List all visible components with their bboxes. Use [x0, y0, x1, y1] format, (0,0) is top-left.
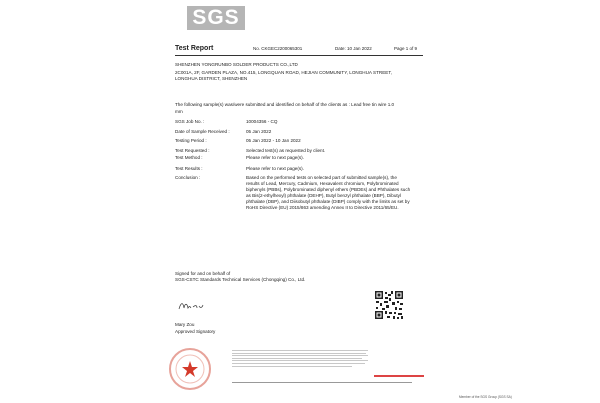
client-name: SHENZHEN YONGRUNBO SOLDER PRODUCTS CO.,LTD [175, 62, 298, 67]
field-value-received: 05 Jan 2022 [246, 129, 272, 134]
field-value-job-no: 10004356 - CQ [246, 119, 278, 124]
sgs-logo-text: SGS [192, 6, 240, 29]
field-label-received: Date of Sample Received : [175, 129, 230, 134]
field-label-conclusion: Conclusion : [175, 175, 201, 180]
conclusion-line: RoHS Directive (EU) 2015/863 amending Annex II to Directive 2011/65/EU. [246, 205, 399, 211]
field-value-test-results: Please refer to next page(s). [246, 166, 304, 171]
client-address-line2: LONGHUA DISTRICT, SHENZHEN [175, 76, 248, 81]
field-label-test-results: Test Results : [175, 166, 203, 171]
field-value-test-method: Please refer to next page(s). [246, 155, 304, 160]
sgs-logo [187, 6, 245, 30]
signature-icon [178, 300, 204, 312]
hotline-highlight [374, 375, 424, 377]
field-value-testing-period: 05 Jan 2022 - 10 Jan 2022 [246, 138, 301, 143]
company-seal-icon [168, 347, 212, 391]
field-label-test-requested: Test Requested : [175, 148, 210, 153]
report-date: Date: 10 Jan 2022 [335, 46, 372, 51]
conclusion-line: results of Lead, Mercury, Cadmium, Hexavalent chromium, Polybrominated [246, 181, 399, 187]
signer-role: Approved Signatory [175, 329, 216, 334]
conclusion-text [246, 175, 424, 212]
report-title: Test Report [175, 45, 214, 52]
signoff-line1: Signed for and on behalf of [175, 271, 231, 276]
field-label-job-no: SGS Job No. : [175, 119, 205, 124]
qr-code-icon [374, 290, 404, 320]
field-label-test-method: Test Method : [175, 155, 203, 160]
footer-member: Member of the SGS Group (SGS SA) [459, 395, 512, 399]
client-address-line1: 2C001A, 2F, GARDEN PLAZA, NO.415, LONGQUAN ROAD, HEJIAN COMMUNITY, LONGHUA STREET, [175, 70, 392, 75]
signer-name: Mary Zou [175, 322, 195, 327]
page-count: Page 1 of 9 [394, 46, 418, 51]
conclusion-line: as Bis(2-ethylhexyl) phthalate (DEHP), Butyl benzyl phthalate (BBP), Dibutyl [246, 193, 401, 199]
header-divider [175, 55, 423, 56]
field-value-test-requested: Selected test(s) as requested by client. [246, 148, 326, 153]
intro-line2: mm [175, 109, 183, 114]
conclusion-line: Based on the performed tests on selected part of submitted sample(s), the [246, 175, 397, 180]
field-label-testing-period: Testing Period : [175, 138, 207, 143]
intro-line1: The following sample(s) was/were submitted and identified on behalf of the clients as : Lead free tin wire 1.0 [175, 102, 395, 107]
report-number: No. CKGEC2200065301 [253, 46, 303, 51]
conclusion-line: biphenyls (PBBs), Polybrominated diphenyl ethers (PBDEs) and Phthalates such [246, 187, 411, 193]
report-header [175, 44, 420, 54]
footer-divider [232, 382, 412, 383]
conclusion-line: phthalate (DBP), and Diisobutyl phthalate (DIBP) comply with the limits as set by [246, 199, 410, 205]
fine-print-terms [232, 350, 368, 378]
signoff-line2: SGS-CSTC Standards Technical Services (Chongqing) Co., Ltd. [175, 277, 306, 282]
